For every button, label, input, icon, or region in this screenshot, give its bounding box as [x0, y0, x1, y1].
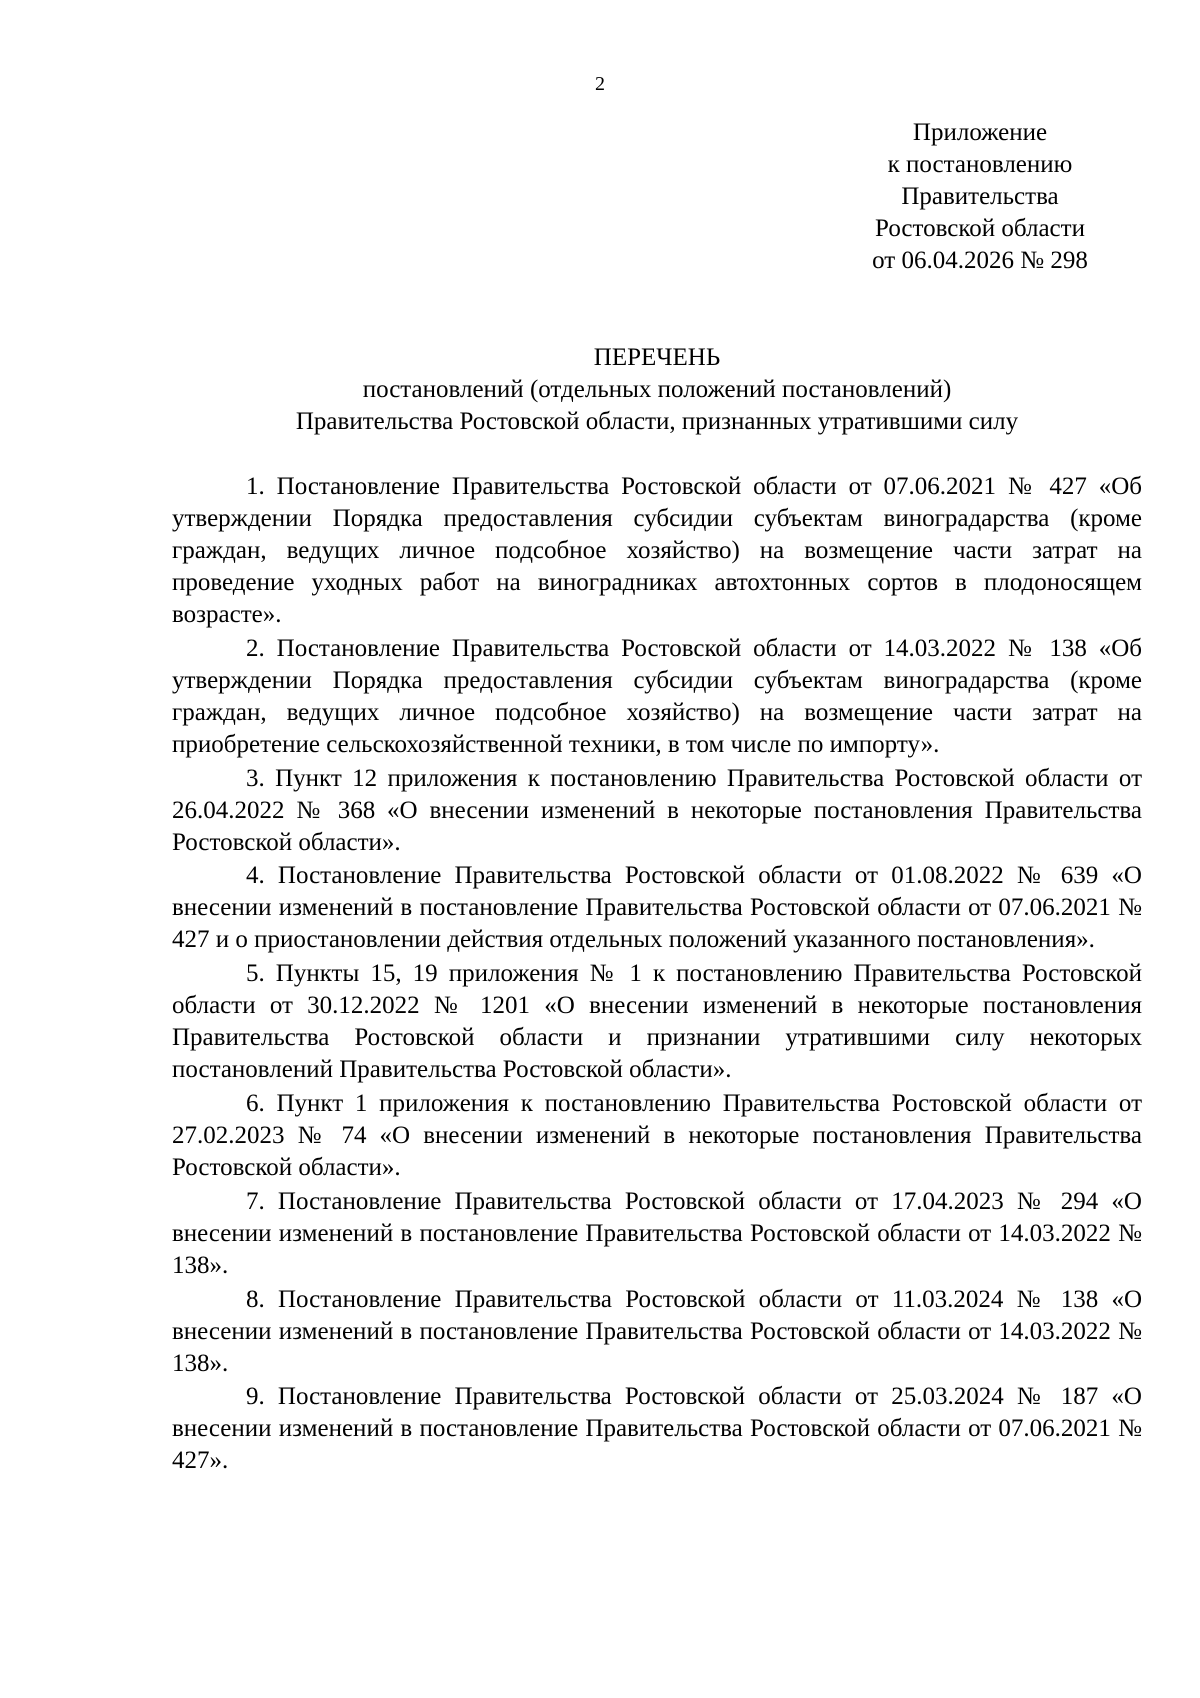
page-number: 2 — [595, 73, 605, 95]
list-item: 6. Пункт 1 приложения к постановлению Правительства Ростовской области от 27.02.2023 № 74 «О внесении изменений в некоторые постановления Правительства Ростовской области». — [172, 1089, 1142, 1181]
list-item: 1. Постановление Правительства Ростовской области от 07.06.2021 № 427 «Об утверждении Порядка предоставления субсидии субъектам виноградарства (кроме граждан, ведущих личное подсобное хозяйство) на возмещение части затрат на проведение уходных работ на виноградниках автохтонных сортов в плодоносящем возрасте». — [172, 473, 1142, 628]
appendix-block — [820, 117, 1140, 277]
list-item: 9. Постановление Правительства Ростовской области от 25.03.2024 № 187 «О внесении изменений в постановление Правительства Ростовской области от 07.06.2021 № 427». — [172, 1383, 1142, 1475]
appendix-line: к постановлению — [887, 151, 1073, 178]
list-item: 5. Пункты 15, 19 приложения № 1 к постановлению Правительства Ростовской области от 30.12.2022 № 1201 «О внесении изменений в некоторые постановления Правительства Ростовской области и признании утратившими силу некоторых постановлений Правительства Ростовской области». — [172, 960, 1142, 1084]
list-item: 4. Постановление Правительства Ростовской области от 01.08.2022 № 639 «О внесении изменений в постановление Правительства Ростовской области от 07.06.2021 № 427 и о приостановлении действия отдельных положений указанного постановления». — [172, 862, 1142, 954]
list-item: 7. Постановление Правительства Ростовской области от 17.04.2023 № 294 «О внесении изменений в постановление Правительства Ростовской области от 14.03.2022 № 138». — [172, 1187, 1142, 1279]
list-item: 3. Пункт 12 приложения к постановлению Правительства Ростовской области от 26.04.2022 № 368 «О внесении изменений в некоторые постановления Правительства Ростовской области». — [172, 764, 1142, 856]
appendix-line: Приложение — [912, 119, 1048, 146]
document-title — [172, 342, 1142, 438]
title-subtitle: Правительства Ростовской области, признанных утратившими силу — [295, 408, 1019, 435]
appendix-line: от 06.04.2026 № 298 — [872, 247, 1088, 274]
list-item: 2. Постановление Правительства Ростовской области от 14.03.2022 № 138 «Об утверждении Порядка предоставления субсидии субъектам виноградарства (кроме граждан, ведущих личное подсобное хозяйство) на возмещение части затрат на приобретение сельскохозяйственной техники, в том числе по импорту». — [172, 634, 1142, 758]
list-item: 8. Постановление Правительства Ростовской области от 11.03.2024 № 138 «О внесении изменений в постановление Правительства Ростовской области от 14.03.2022 № 138». — [172, 1285, 1142, 1377]
resolutions-list — [172, 471, 1142, 1479]
appendix-line: Правительства — [901, 183, 1059, 210]
title-subtitle: постановлений (отдельных положений постановлений) — [362, 376, 952, 403]
appendix-line: Ростовской области — [875, 215, 1085, 242]
title-heading: ПЕРЕЧЕНЬ — [593, 344, 721, 371]
